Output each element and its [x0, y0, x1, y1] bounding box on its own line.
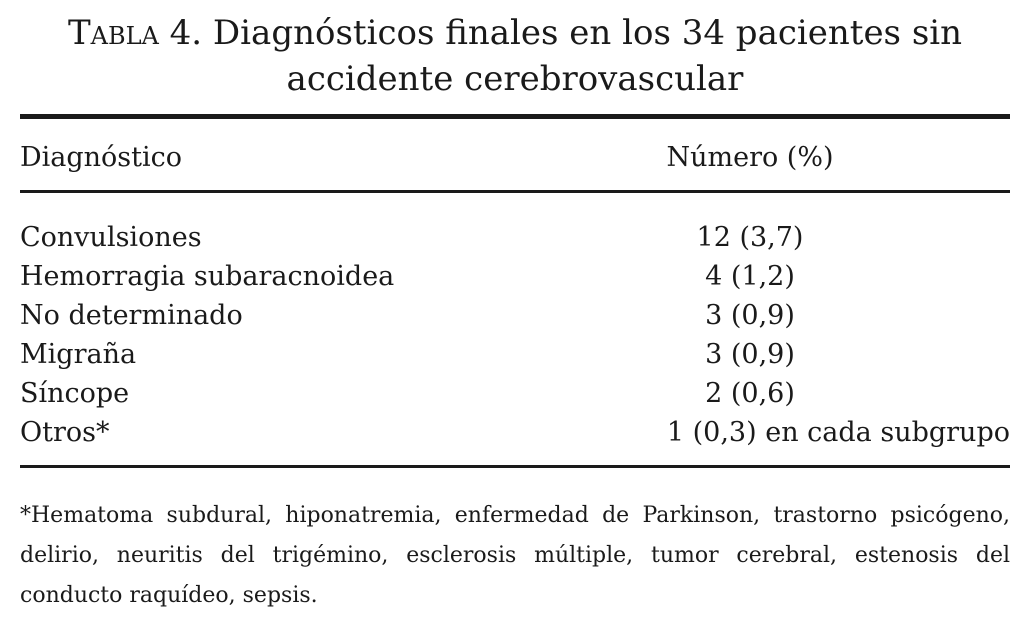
cell-number: 2 (0,6) — [705, 378, 795, 409]
table-title — [20, 10, 1010, 102]
table-body — [20, 218, 1010, 452]
cell-number: 1 (0,3) en cada subgrupo — [666, 417, 1010, 448]
cell-diagnosis: No determinado — [20, 300, 243, 331]
cell-number: 12 (3,7) — [696, 222, 804, 253]
cell-number: 3 (0,9) — [705, 300, 795, 331]
table-footnote: *Hematoma subdural, hiponatremia, enfermedad de Parkinson, trastorno psicógeno, delirio, neuritis del trigémino, esclerosis múltiple, tumor cerebral, estenosis del conducto raquídeo, sepsis. — [20, 503, 1010, 608]
cell-number: 4 (1,2) — [705, 261, 795, 292]
cell-diagnosis: Migraña — [20, 339, 137, 370]
table-row — [20, 374, 1010, 413]
table-row — [20, 257, 1010, 296]
cell-number: 3 (0,9) — [705, 339, 795, 370]
table-title-text: Diagnósticos finales en los 34 pacientes sin accidente cerebrovascular — [212, 13, 963, 99]
cell-diagnosis: Otros* — [20, 417, 110, 448]
table-row — [20, 218, 1010, 257]
bottom-rule — [20, 465, 1010, 468]
table-header-row — [20, 138, 1010, 178]
table-row — [20, 413, 1010, 452]
table-row — [20, 296, 1010, 335]
cell-diagnosis: Hemorragia subaracnoidea — [20, 261, 395, 292]
table-row — [20, 335, 1010, 374]
table-title-label: Tabla 4. — [67, 13, 203, 53]
cell-diagnosis: Convulsiones — [20, 222, 202, 253]
header-number: Número (%) — [666, 142, 834, 173]
header-diagnosis: Diagnóstico — [20, 142, 183, 173]
top-rule — [20, 114, 1010, 119]
header-rule — [20, 190, 1010, 193]
cell-diagnosis: Síncope — [20, 378, 130, 409]
